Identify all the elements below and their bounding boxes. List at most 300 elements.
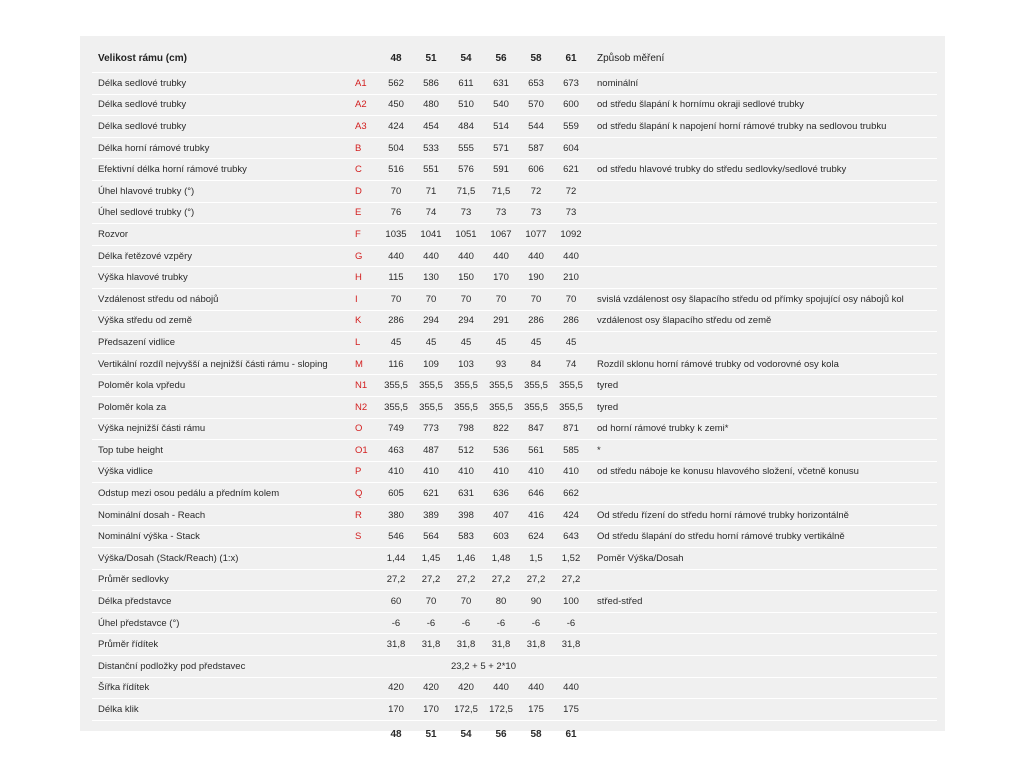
size-value: 440 (423, 250, 439, 262)
measurement-method: Od středu řízení do středu horní rámové trubky horizontálně (597, 509, 849, 521)
table-header-row (92, 44, 937, 73)
parameter-code: R (355, 509, 362, 521)
method-header: Způsob měření (597, 52, 665, 64)
parameter-name: Vzdálenost středu od nábojů (98, 293, 219, 305)
size-value: -6 (391, 617, 401, 629)
parameter-name: Poloměr kola vpředu (98, 380, 186, 392)
size-value: 27,2 (421, 574, 441, 586)
size-value: 286 (563, 315, 579, 327)
size-value: 576 (458, 164, 474, 176)
size-value: 611 (458, 77, 474, 89)
size-value: 355,5 (489, 401, 513, 413)
parameter-name: Nominální dosah - Reach (98, 509, 206, 521)
table-row (92, 95, 937, 117)
size-value: 420 (458, 682, 474, 694)
measurement-method (597, 634, 937, 655)
size-value: 1,45 (421, 552, 441, 564)
size-value: 31,8 (491, 639, 511, 651)
measurement-method: Poměr Výška/Dosah (597, 552, 684, 564)
size-value: 410 (423, 466, 439, 478)
size-header: 56 (495, 52, 507, 64)
size-value: 1051 (455, 228, 477, 240)
table-row (92, 656, 937, 678)
size-value: 1067 (490, 228, 512, 240)
size-value: 150 (458, 272, 474, 284)
size-value: 355,5 (419, 401, 443, 413)
measurement-method (597, 483, 937, 504)
parameter-code: O1 (355, 444, 368, 456)
measurement-method: od středu hlavové trubky do středu sedlovky/sedlové trubky (597, 164, 847, 176)
size-value: 440 (563, 682, 579, 694)
parameter-name: Délka sedlové trubky (98, 120, 187, 132)
size-value: 109 (423, 358, 439, 370)
table-row (92, 678, 937, 700)
parameter-name: Úhel představce (°) (98, 617, 180, 629)
parameter-name: Poloměr kola za (98, 401, 167, 413)
parameter-code: S (355, 531, 362, 543)
size-value: -6 (426, 617, 436, 629)
size-value: 355,5 (419, 380, 443, 392)
measurement-method: od středu šlapání k hornímu okraji sedlové trubky (597, 99, 804, 111)
parameter-name: Výška vidlice (98, 466, 153, 478)
parameter-name: Nominální výška - Stack (98, 531, 200, 543)
size-value: 510 (458, 99, 474, 111)
parameter-name: Délka řetězové vzpěry (98, 250, 192, 262)
size-value: 546 (388, 531, 404, 543)
measurement-method: Od středu šlapání do středu horní rámové trubky vertikálně (597, 531, 845, 543)
parameter-code: A2 (355, 99, 367, 111)
measurement-method: od středu šlapání k napojení horní rámové trubky na sedlovou trubku (597, 120, 887, 132)
parameter-name: Rozvor (98, 228, 129, 240)
size-value: 70 (565, 293, 577, 305)
size-value: 484 (458, 120, 474, 132)
size-value: 31,8 (456, 639, 476, 651)
size-value: 27,2 (386, 574, 406, 586)
size-value: 31,8 (561, 639, 581, 651)
size-footer: 56 (495, 729, 507, 741)
size-value: 410 (388, 466, 404, 478)
measurement-method (597, 613, 937, 634)
size-value: 70 (390, 293, 402, 305)
size-value: 72 (565, 185, 577, 197)
size-value: 646 (528, 488, 544, 500)
table-row (92, 375, 937, 397)
size-value: 70 (390, 185, 402, 197)
size-value: 210 (563, 272, 579, 284)
size-value: 80 (495, 596, 507, 608)
size-value: 389 (423, 509, 439, 521)
geometry-table-panel (80, 36, 945, 741)
size-value: 871 (563, 423, 579, 435)
measurement-method (597, 332, 937, 353)
parameter-code (355, 656, 377, 677)
size-value: 440 (528, 250, 544, 262)
size-value: 175 (528, 704, 544, 716)
size-value: 631 (458, 488, 474, 500)
parameter-name: Předsazení vidlice (98, 336, 176, 348)
size-value: 45 (495, 336, 507, 348)
size-footer: 48 (390, 729, 402, 741)
size-value: 355,5 (454, 380, 478, 392)
size-value: 73 (530, 207, 542, 219)
size-header: 48 (390, 52, 402, 64)
parameter-code (355, 634, 377, 655)
size-value: 170 (423, 704, 439, 716)
size-value: 847 (528, 423, 544, 435)
size-value: 286 (388, 315, 404, 327)
table-row (92, 267, 937, 289)
size-value: 662 (563, 488, 579, 500)
table-row (92, 73, 937, 95)
table-row (92, 591, 937, 613)
size-value: 536 (493, 444, 509, 456)
size-value: 487 (423, 444, 439, 456)
measurement-method: tyred (597, 401, 619, 413)
measurement-method: střed-střed (597, 596, 643, 608)
size-value: 561 (528, 444, 544, 456)
table-row (92, 505, 937, 527)
parameter-code (355, 591, 377, 612)
measurement-method: * (597, 444, 601, 456)
size-value: 31,8 (386, 639, 406, 651)
parameter-code: O (355, 423, 363, 435)
size-value: 355,5 (559, 401, 583, 413)
size-value: 286 (528, 315, 544, 327)
parameter-code: A1 (355, 77, 367, 89)
size-value: 1035 (385, 228, 407, 240)
size-value: 355,5 (489, 380, 513, 392)
parameter-code (355, 548, 377, 569)
size-footer: 54 (460, 729, 472, 741)
parameter-code (355, 570, 377, 591)
size-value: 70 (460, 596, 472, 608)
measurement-method (597, 656, 937, 677)
table-row (92, 116, 937, 138)
size-value: 1077 (525, 228, 547, 240)
size-value: 60 (390, 596, 402, 608)
size-value: 600 (563, 99, 579, 111)
size-value: 587 (528, 142, 544, 154)
table-row (92, 354, 937, 376)
size-value: 1,48 (491, 552, 511, 564)
size-value: 440 (563, 250, 579, 262)
size-value: 70 (425, 293, 437, 305)
measurement-method: vzdálenost osy šlapacího středu od země (597, 315, 772, 327)
size-value: 643 (563, 531, 579, 543)
measurement-method (597, 181, 937, 202)
parameter-code: N1 (355, 380, 368, 392)
parameter-name: Délka sedlové trubky (98, 77, 187, 89)
size-value: 355,5 (559, 380, 583, 392)
size-value: 172,5 (489, 704, 513, 716)
size-value: 74 (565, 358, 577, 370)
size-value: 606 (528, 164, 544, 176)
size-value: 454 (423, 120, 439, 132)
measurement-method: tyred (597, 380, 619, 392)
size-value: 440 (493, 682, 509, 694)
size-value: 559 (563, 120, 579, 132)
size-value: 73 (565, 207, 577, 219)
parameter-code: B (355, 142, 362, 154)
measurement-method: svislá vzdálenost osy šlapacího středu od přímky spojující osy nábojů kol (597, 293, 904, 305)
size-value: 540 (493, 99, 509, 111)
size-value: 355,5 (454, 401, 478, 413)
size-footer: 58 (530, 729, 542, 741)
size-value: 605 (388, 488, 404, 500)
size-value: 410 (493, 466, 509, 478)
geometry-table (92, 44, 937, 749)
size-value: 1,5 (529, 552, 543, 564)
size-header: 58 (530, 52, 542, 64)
table-row (92, 138, 937, 160)
size-value: 604 (563, 142, 579, 154)
size-value: 170 (388, 704, 404, 716)
size-value: 90 (530, 596, 542, 608)
parameter-code: I (355, 293, 358, 305)
size-value: 420 (388, 682, 404, 694)
table-row (92, 483, 937, 505)
size-value: 93 (495, 358, 507, 370)
size-value: 440 (388, 250, 404, 262)
size-value: 1,52 (561, 552, 581, 564)
size-value: 416 (528, 509, 544, 521)
table-row (92, 311, 937, 333)
size-value: 170 (493, 272, 509, 284)
size-value: 533 (423, 142, 439, 154)
table-row (92, 159, 937, 181)
size-value: 73 (495, 207, 507, 219)
size-value: 45 (390, 336, 402, 348)
parameter-name: Výška/Dosah (Stack/Reach) (1:x) (98, 552, 239, 564)
size-value: 115 (388, 272, 404, 284)
measurement-method: od středu náboje ke konusu hlavového složení, včetně konusu (597, 466, 859, 478)
size-value: 798 (458, 423, 474, 435)
size-header: 61 (565, 52, 577, 64)
measurement-method (597, 699, 937, 720)
size-value: 72 (530, 185, 542, 197)
parameter-name: Délka horní rámové trubky (98, 142, 210, 154)
size-footer: 61 (565, 729, 577, 741)
size-value: 172,5 (454, 704, 478, 716)
size-value: 773 (423, 423, 439, 435)
size-value: 73 (460, 207, 472, 219)
table-body (92, 73, 937, 721)
parameter-name: Výška nejnižší části rámu (98, 423, 206, 435)
size-value: 440 (493, 250, 509, 262)
size-value: 76 (390, 207, 402, 219)
parameter-code: N2 (355, 401, 368, 413)
size-value: 1092 (560, 228, 582, 240)
size-header: 54 (460, 52, 472, 64)
size-value: 27,2 (456, 574, 476, 586)
size-value: 1,44 (386, 552, 406, 564)
table-row (92, 699, 937, 721)
size-value: 504 (388, 142, 404, 154)
parameter-name: Efektivní délka horní rámové trubky (98, 164, 247, 176)
size-value: 71,5 (456, 185, 476, 197)
size-value: 585 (563, 444, 579, 456)
parameter-code (355, 699, 377, 720)
size-value: 673 (563, 77, 579, 89)
parameter-name: Průměr řídítek (98, 639, 159, 651)
parameter-code: M (355, 358, 363, 370)
size-value: 70 (495, 293, 507, 305)
parameter-code: G (355, 250, 363, 262)
size-value: 116 (388, 358, 404, 370)
parameter-code: P (355, 466, 362, 478)
size-value: 294 (423, 315, 439, 327)
size-value: 516 (388, 164, 404, 176)
size-value: -6 (496, 617, 506, 629)
size-value: 1,46 (456, 552, 476, 564)
size-value: 512 (458, 444, 474, 456)
parameter-name: Výška středu od země (98, 315, 192, 327)
size-value: 420 (423, 682, 439, 694)
parameter-name: Délka klik (98, 704, 139, 716)
parameter-code: C (355, 164, 362, 176)
table-row (92, 246, 937, 268)
parameter-name: Vertikální rozdíl nejvyšší a nejnižší části rámu - sloping (98, 358, 328, 370)
size-value: 1041 (420, 228, 442, 240)
size-value: 70 (460, 293, 472, 305)
table-row (92, 181, 937, 203)
parameter-name: Úhel sedlové trubky (°) (98, 207, 195, 219)
size-value: 45 (565, 336, 577, 348)
table-row (92, 289, 937, 311)
measurement-method: Rozdíl sklonu horní rámové trubky od vodorovné osy kola (597, 358, 839, 370)
table-row (92, 462, 937, 484)
size-value: 31,8 (421, 639, 441, 651)
size-value: 480 (423, 99, 439, 111)
size-value: 27,2 (491, 574, 511, 586)
parameter-name: Úhel hlavové trubky (°) (98, 185, 195, 197)
measurement-method: nominální (597, 77, 639, 89)
size-value: 291 (493, 315, 509, 327)
parameter-name: Top tube height (98, 444, 163, 456)
size-value: 564 (423, 531, 439, 543)
parameter-name: Výška hlavové trubky (98, 272, 188, 284)
table-row (92, 440, 937, 462)
size-value: -6 (566, 617, 576, 629)
measurement-method (597, 267, 937, 288)
size-value: 70 (530, 293, 542, 305)
size-value: 653 (528, 77, 544, 89)
parameter-code (355, 678, 377, 699)
size-value: 71,5 (491, 185, 511, 197)
measurement-method (597, 224, 937, 245)
parameter-code: L (355, 336, 361, 348)
size-value: 355,5 (524, 380, 548, 392)
size-value: 822 (493, 423, 509, 435)
size-value: -6 (461, 617, 471, 629)
table-footer-row (92, 721, 937, 749)
table-row (92, 634, 937, 656)
size-value: 571 (493, 142, 509, 154)
size-value: 355,5 (384, 380, 408, 392)
table-row (92, 526, 937, 548)
size-value: 355,5 (524, 401, 548, 413)
size-value: 398 (458, 509, 474, 521)
parameter-name: Odstup mezi osou pedálu a předním kolem (98, 488, 280, 500)
measurement-method: od horní rámové trubky k zemi* (597, 423, 729, 435)
size-value: 562 (388, 77, 404, 89)
size-value: 591 (493, 164, 509, 176)
table-row (92, 613, 937, 635)
size-value: 84 (530, 358, 542, 370)
parameter-name: Délka sedlové trubky (98, 99, 187, 111)
size-value: 603 (493, 531, 509, 543)
size-value: 70 (425, 596, 437, 608)
size-value: 631 (493, 77, 509, 89)
measurement-method (597, 570, 937, 591)
size-value: 71 (425, 185, 437, 197)
spanned-value: 23,2 + 5 + 2*10 (451, 660, 516, 672)
table-title: Velikost rámu (cm) (98, 52, 187, 64)
size-value: 544 (528, 120, 544, 132)
size-value: 45 (460, 336, 472, 348)
size-value: 450 (388, 99, 404, 111)
size-footer: 51 (425, 729, 437, 741)
size-value: 621 (423, 488, 439, 500)
size-header: 51 (425, 52, 437, 64)
size-value: 749 (388, 423, 404, 435)
size-value: 294 (458, 315, 474, 327)
size-value: 380 (388, 509, 404, 521)
size-value: 407 (493, 509, 509, 521)
parameter-code: Q (355, 488, 363, 500)
size-value: 583 (458, 531, 474, 543)
size-value: 45 (530, 336, 542, 348)
size-value: 410 (528, 466, 544, 478)
parameter-code: F (355, 228, 361, 240)
size-value: 636 (493, 488, 509, 500)
size-value: 424 (388, 120, 404, 132)
table-row (92, 397, 937, 419)
parameter-name: Průměr sedlovky (98, 574, 169, 586)
size-value: 586 (423, 77, 439, 89)
size-value: 555 (458, 142, 474, 154)
parameter-code: D (355, 185, 362, 197)
size-value: 440 (458, 250, 474, 262)
size-value: 27,2 (561, 574, 581, 586)
size-value: 463 (388, 444, 404, 456)
size-value: 100 (563, 596, 579, 608)
measurement-method (597, 138, 937, 159)
parameter-code (355, 613, 377, 634)
size-value: 355,5 (384, 401, 408, 413)
parameter-code: A3 (355, 120, 367, 132)
measurement-method (597, 678, 937, 699)
size-value: 621 (563, 164, 579, 176)
size-value: 103 (458, 358, 474, 370)
size-value: 440 (528, 682, 544, 694)
size-value: 190 (528, 272, 544, 284)
table-row (92, 548, 937, 570)
table-row (92, 332, 937, 354)
size-value: 74 (425, 207, 437, 219)
size-value: 175 (563, 704, 579, 716)
table-row (92, 419, 937, 441)
size-value: 130 (423, 272, 439, 284)
parameter-code: E (355, 207, 362, 219)
size-value: 570 (528, 99, 544, 111)
size-value: 514 (493, 120, 509, 132)
parameter-name: Šířka řídítek (98, 682, 150, 694)
size-value: 410 (458, 466, 474, 478)
table-row (92, 224, 937, 246)
measurement-method (597, 246, 937, 267)
parameter-name: Délka představce (98, 596, 172, 608)
